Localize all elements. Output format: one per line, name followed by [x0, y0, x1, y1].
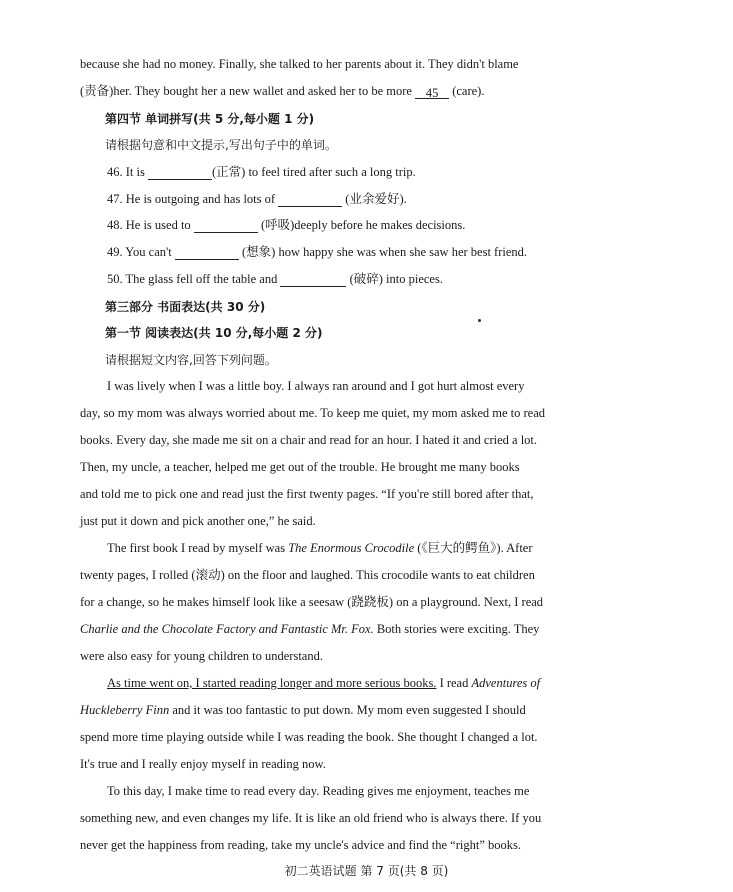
section-instruction: 请根据短文内容,回答下列问题。 [105, 353, 277, 367]
book-title: The Enormous Crocodile [288, 541, 415, 555]
passage-line: just put it down and pick another one,” he said. [80, 514, 316, 528]
answer-blank[interactable] [278, 193, 342, 207]
question-47 [107, 191, 407, 207]
passage-text: (责备)her. They bought her a new wallet and asked her to be more [80, 84, 412, 98]
passage-text: and it was too fantastic to put down. My mom even suggested I should [172, 703, 526, 717]
passage-line: books. Every day, she made me sit on a chair and read for an hour. I hated it and cried a lot. [80, 433, 538, 447]
passage-line: because she had no money. Finally, she talked to her parents about it. They didn't blame [80, 57, 519, 71]
passage-text: (《巨大的鳄鱼》). After [417, 541, 533, 555]
question-48 [107, 217, 465, 233]
passage-line [80, 83, 484, 99]
passage-text: I read [439, 676, 469, 690]
book-title: Charlie and the Chocolate Factory and Fantastic Mr. Fox. [80, 622, 374, 636]
book-title: Adventures of [471, 676, 541, 690]
passage-line [80, 702, 526, 718]
passage-line: day, so my mom was always worried about me. To keep me quiet, my mom asked me to read [80, 406, 545, 420]
section-instruction: 请根据句意和中文提示,写出句子中的单词。 [105, 138, 337, 152]
passage-line: were also easy for young children to understand. [80, 649, 323, 663]
passage-text: The first book I read by myself was [107, 541, 286, 555]
answer-blank[interactable] [175, 246, 239, 260]
page-footer: 初二英语试题 第 7 页(共 8 页) [284, 864, 449, 878]
answer-blank[interactable] [280, 273, 346, 287]
hint-text: (想象) [242, 245, 276, 259]
question-text: 46. It is [107, 165, 145, 179]
question-text: into pieces. [386, 272, 443, 286]
passage-line: and told me to pick one and read just the first twenty pages. “If you're still bored after that, [80, 487, 534, 501]
hint-text: (破碎) [349, 272, 383, 286]
question-50 [107, 271, 443, 287]
passage-line [107, 675, 540, 691]
question-text: to feel tired after such a long trip. [248, 165, 416, 179]
hint-text: (正常) [211, 165, 246, 179]
answer-blank[interactable] [148, 166, 212, 180]
question-46 [107, 164, 416, 180]
hint-text: (业余爱好). [345, 192, 407, 206]
answer-blank-45: 45 [415, 85, 449, 99]
passage-line: twenty pages, I rolled (滚动) on the floor and laughed. This crocodile wants to eat children [80, 568, 535, 582]
question-text: how happy she was when she saw her best friend. [278, 245, 528, 259]
underlined-sentence: As time went on, I started reading longer and more serious books. [107, 676, 437, 690]
passage-line [107, 540, 533, 556]
passage-line: something new, and even changes my life. It is like an old friend who is always there. If you [80, 811, 542, 825]
passage-line: I was lively when I was a little boy. I always ran around and I got hurt almost every [107, 379, 525, 393]
book-title: Huckleberry Finn [80, 703, 170, 717]
hint-text: (care). [452, 84, 485, 98]
hint-text: (呼吸) [260, 218, 295, 232]
section-title: 第四节 单词拼写(共 5 分,每小题 1 分) [105, 112, 315, 126]
part-title: 第三部分 书面表达(共 30 分) [105, 300, 266, 314]
question-text: 49. You can't [107, 245, 172, 259]
question-text: 50. The glass fell off the table and [107, 272, 278, 286]
passage-line: Then, my uncle, a teacher, helped me get out of the trouble. He brought me many books [80, 460, 520, 474]
passage-line: never get the happiness from reading, take my uncle's advice and find the “right” books. [80, 838, 521, 852]
scan-speck [478, 319, 481, 322]
passage-line: To this day, I make time to read every day. Reading gives me enjoyment, teaches me [107, 784, 530, 798]
passage-line: It's true and I really enjoy myself in reading now. [80, 757, 326, 771]
passage-text: Both stories were exciting. They [376, 622, 540, 636]
answer-blank[interactable] [194, 219, 258, 233]
passage-line: spend more time playing outside while I was reading the book. She thought I changed a lot. [80, 730, 538, 744]
section-title: 第一节 阅读表达(共 10 分,每小题 2 分) [105, 326, 323, 340]
passage-line [80, 621, 539, 637]
question-49 [107, 244, 527, 260]
question-text: 47. He is outgoing and has lots of [107, 192, 276, 206]
passage-line: for a change, so he makes himself look like a seesaw (跷跷板) on a playground. Next, I read [80, 595, 544, 609]
question-text: deeply before he makes decisions. [294, 218, 466, 232]
question-text: 48. He is used to [107, 218, 191, 232]
